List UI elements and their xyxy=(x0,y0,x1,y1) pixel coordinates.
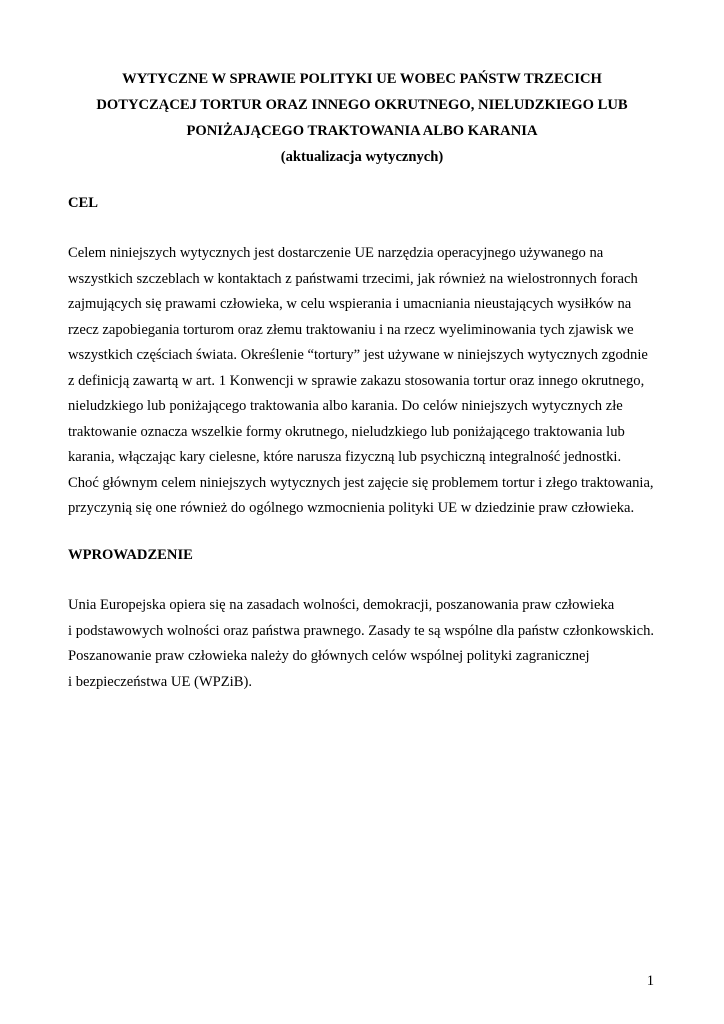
paragraph-line: nieludzkiego lub poniżającego traktowania albo karania. Do celów niniejszych wytycznych złe xyxy=(68,398,623,414)
document-title xyxy=(68,66,656,170)
title-line: PONIŻAJĄCEGO TRAKTOWANIA ALBO KARANIA xyxy=(186,123,538,139)
paragraph-wprowadzenie xyxy=(68,593,668,695)
paragraph-line: Choć głównym celem niniejszych wytycznych jest zajęcie się problemem tortur i złego traktowania, xyxy=(68,474,654,491)
title-subtitle: (aktualizacja wytycznych) xyxy=(280,149,444,165)
title-line: DOTYCZĄCEJ TORTUR ORAZ INNEGO OKRUTNEGO, NIELUDZKIEGO LUB xyxy=(96,97,628,113)
paragraph-line: Celem niniejszych wytycznych jest dostarczenie UE narzędzia operacyjnego używanego na xyxy=(68,245,604,261)
page-number: 1 xyxy=(646,973,654,989)
paragraph-cel xyxy=(68,241,668,522)
section-heading-wprowadzenie: WPROWADZENIE xyxy=(68,547,193,563)
paragraph-line: wszystkich szczeblach w kontaktach z państwami trzecimi, jak również na wielostronnych forach xyxy=(68,270,638,287)
section-heading-cel: CEL xyxy=(68,195,99,211)
paragraph-line: traktowanie oznacza wszelkie formy okrutnego, nieludzkiego lub poniżającego traktowania lub xyxy=(68,423,625,440)
paragraph-line: z definicją zawartą w art. 1 Konwencji w sprawie zakazu stosowania tortur oraz innego okrutnego, xyxy=(68,372,645,389)
paragraph-line: i bezpieczeństwa UE (WPZiB). xyxy=(68,673,252,690)
paragraph-line: przyczynią się one również do ogólnego wzmocnienia polityki UE w dziedzinie praw człowieka. xyxy=(68,500,635,516)
paragraph-line: Poszanowanie praw człowieka należy do głównych celów wspólnej polityki zagranicznej xyxy=(68,648,590,664)
paragraph-line: zajmujących się prawami człowieka, w celu wspierania i umacniania nieustających wysiłków na xyxy=(68,296,632,312)
paragraph-line: rzecz zapobiegania torturom oraz złemu traktowaniu i na rzecz wyeliminowania tych zjawisk we xyxy=(68,321,634,338)
paragraph-line: i podstawowych wolności oraz państwa prawnego. Zasady te są wspólne dla państw członkowskich. xyxy=(68,622,655,639)
paragraph-line: Unia Europejska opiera się na zasadach wolności, demokracji, poszanowania praw człowieka xyxy=(68,597,615,613)
title-line: WYTYCZNE W SPRAWIE POLITYKI UE WOBEC PAŃSTW TRZECICH xyxy=(122,71,602,87)
paragraph-line: karania, włączając kary cielesne, które narusza fizyczną lub psychiczną integralność jednostki. xyxy=(68,449,622,465)
paragraph-line: wszystkich częściach świata. Określenie “tortury” jest używane w niniejszych wytycznych zgodnie xyxy=(68,347,648,363)
